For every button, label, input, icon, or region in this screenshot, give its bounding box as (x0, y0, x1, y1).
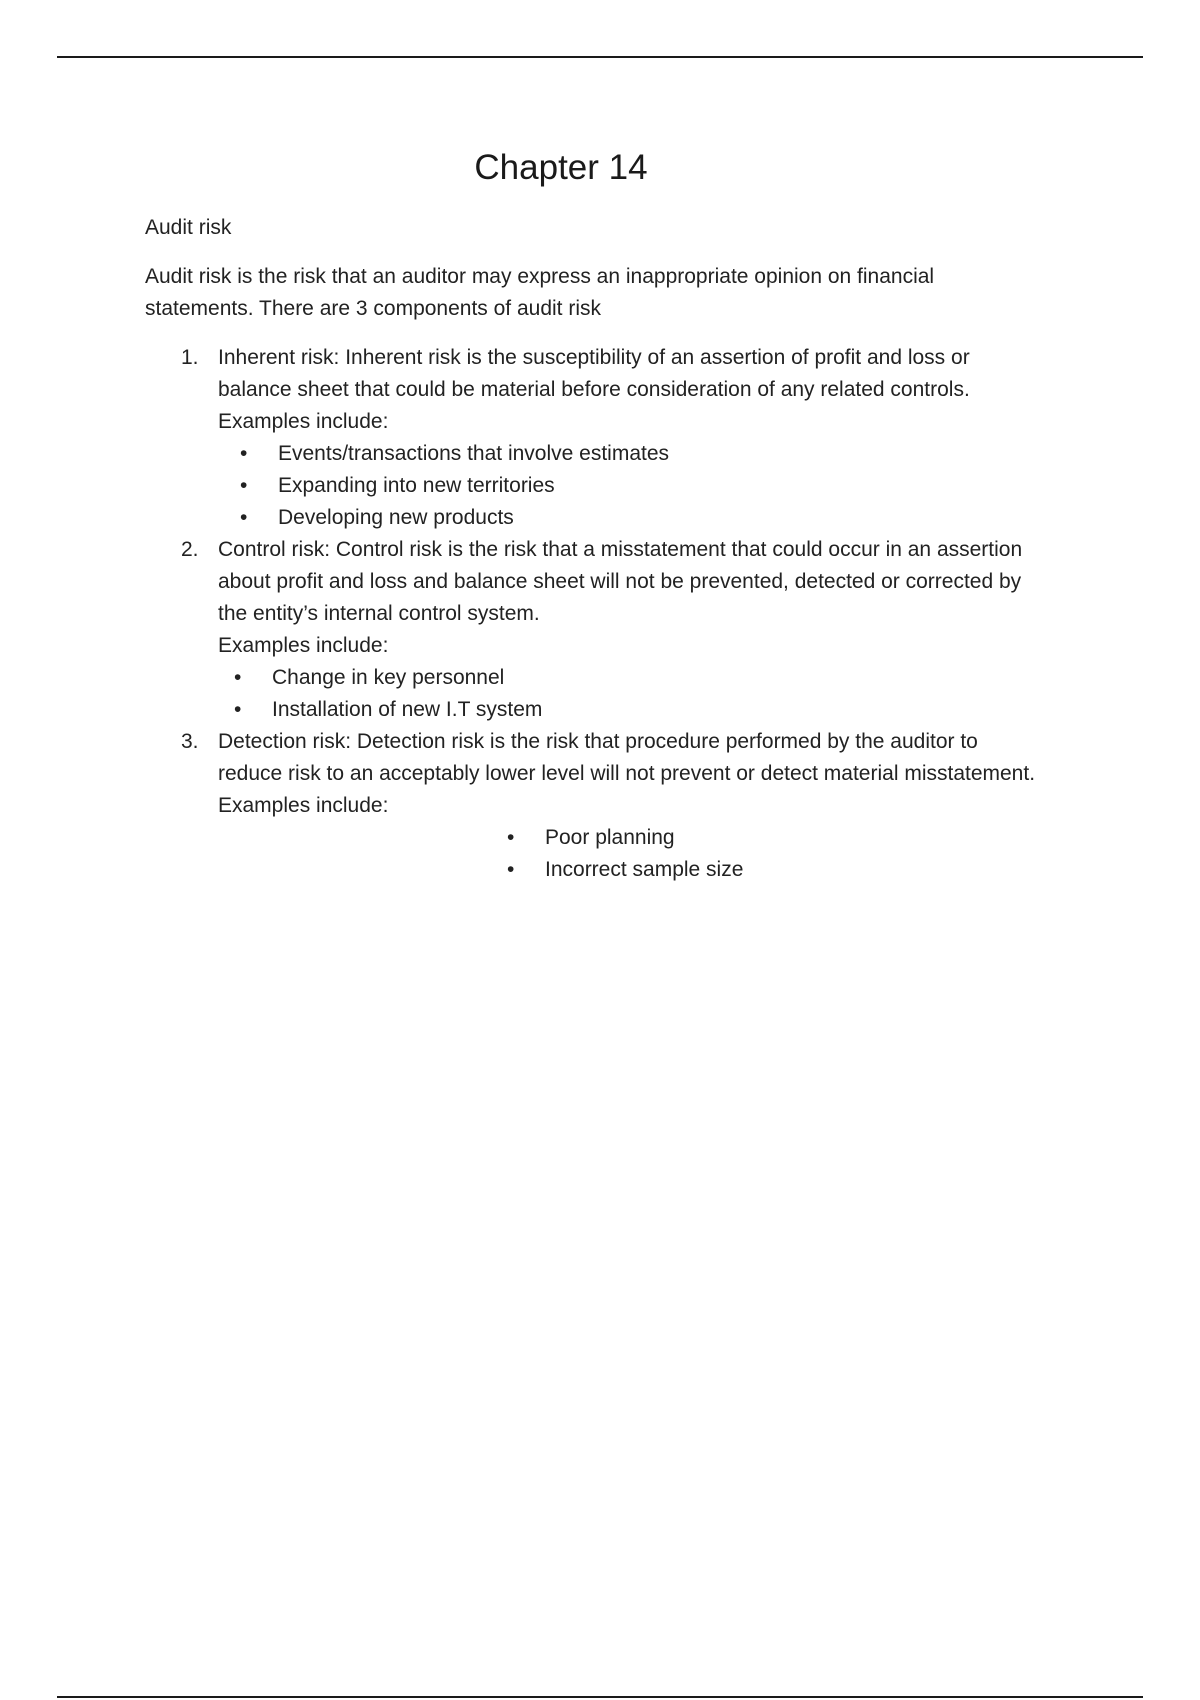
example-text: Events/transactions that involve estimates (278, 442, 670, 465)
bullet-icon: • (240, 474, 248, 497)
examples-list (218, 438, 1045, 534)
list-item (218, 662, 1045, 694)
example-text: Poor planning (545, 826, 675, 849)
list-item (145, 854, 1045, 886)
component-description: Inherent risk: Inherent risk is the susceptibility of an assertion of profit and loss or balance sheet that could be material before consideration of any related controls. (218, 346, 970, 401)
bullet-icon: • (240, 506, 248, 529)
section-heading: Audit risk (145, 216, 232, 239)
component-description: Control risk: Control risk is the risk that a misstatement that could occur in an assertion about profit and loss and balance sheet will not be prevented, detected or corrected by the entity’s internal control system. (218, 538, 1023, 625)
component-description: Detection risk: Detection risk is the risk that procedure performed by the auditor to reduce risk to an acceptably lower level will not prevent or detect material misstatement. Examples include: (218, 730, 1036, 817)
bullet-icon: • (240, 442, 248, 465)
bullet-icon: • (234, 666, 242, 689)
list-item (145, 822, 1045, 854)
examples-intro: Examples include: (218, 634, 389, 657)
header-rule (57, 56, 1143, 58)
intro-paragraph: Audit risk is the risk that an auditor may express an inappropriate opinion on financial statements. There are 3 components of audit risk (145, 265, 935, 320)
list-item (218, 694, 1045, 726)
bullet-icon: • (507, 826, 515, 849)
list-item (218, 470, 1045, 502)
component-control-risk (145, 534, 1045, 726)
component-inherent-risk (145, 342, 1045, 534)
examples-list (218, 662, 1045, 726)
list-number: 2. (181, 538, 199, 561)
examples-list (145, 822, 1045, 886)
footer-rule (57, 1696, 1143, 1698)
example-text: Installation of new I.T system (272, 698, 543, 721)
example-text: Expanding into new territories (278, 474, 555, 497)
list-item (218, 438, 1045, 470)
list-number: 3. (181, 730, 199, 753)
examples-intro: Examples include: (218, 410, 389, 433)
example-text: Incorrect sample size (545, 858, 744, 881)
audit-risk-components-list (145, 342, 1045, 886)
bullet-icon: • (507, 858, 515, 881)
component-detection-risk (145, 726, 1045, 822)
list-item (218, 502, 1045, 534)
bullet-icon: • (234, 698, 242, 721)
example-text: Change in key personnel (272, 666, 505, 689)
list-number: 1. (181, 346, 199, 369)
example-text: Developing new products (278, 506, 514, 529)
chapter-title: Chapter 14 (474, 148, 648, 187)
